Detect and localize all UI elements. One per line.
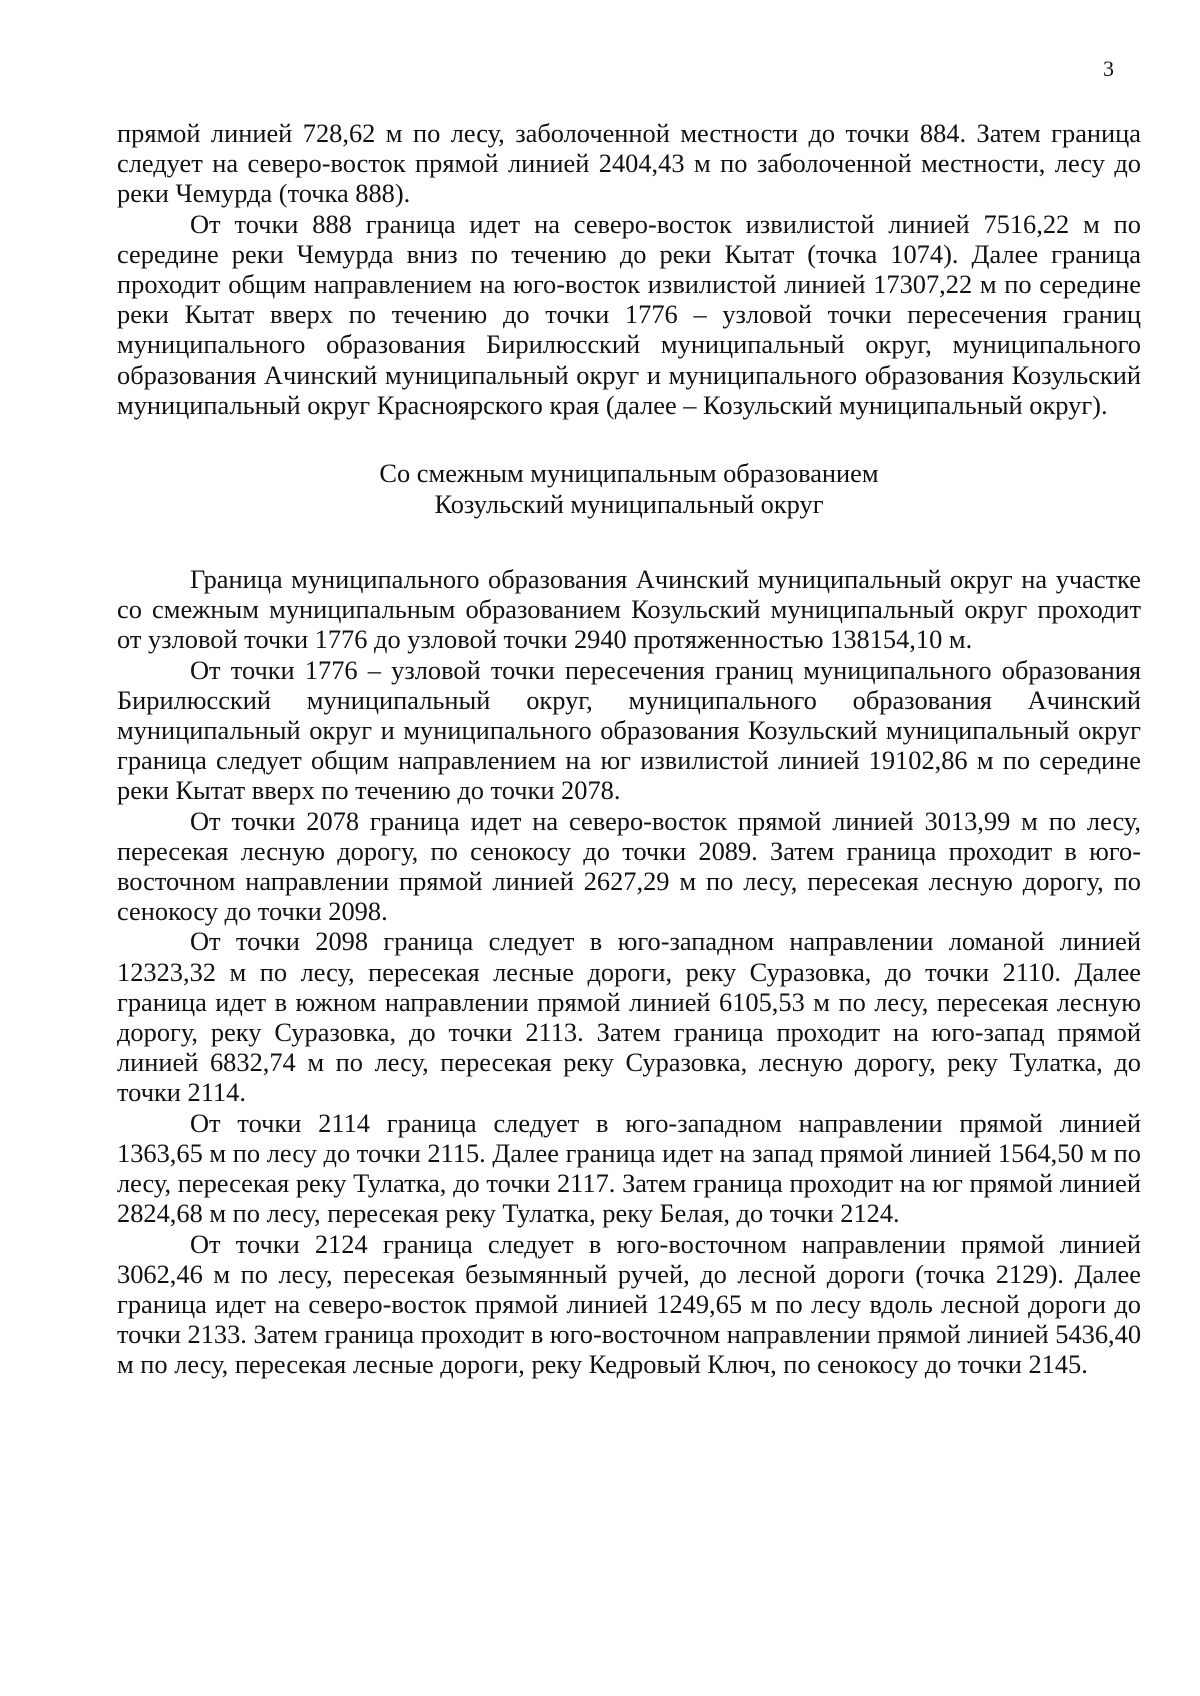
section-heading <box>117 458 1141 520</box>
section-heading-line-1: Со смежным муниципальным образованием <box>379 458 879 489</box>
paragraph: От точки 1776 – узловой точки пересечения границ муниципального образования Бирилюсский муниципальный округ, муниципального образования Ачинский муниципальный округ и муниципального образования Козульский муниципальный округ граница следует общим направлением на юг извилистой линией 19102,86 м по середине реки Кытат вверх по течению до точки 2078. <box>117 654 1141 806</box>
paragraph: От точки 2114 граница следует в юго-западном направлении прямой линией 1363,65 м по лесу до точки 2115. Далее граница идет на запад прямой линией 1564,50 м по лесу, пересекая реку Тулатка, до точки 2117. Затем граница проходит на юг прямой линией 2824,68 м по лесу, пересекая реку Тулатка, реку Белая, до точки 2124. <box>117 1107 1141 1229</box>
paragraph: От точки 2124 граница следует в юго-восточном направлении прямой линией 3062,46 м по лесу, пересекая безымянный ручей, до лесной дороги (точка 2129). Далее граница идет на северо-восток прямой линией 1249,65 м по лесу вдоль лесной дороги до точки 2133. Затем граница проходит в юго-восточном направлении прямой линией 5436,40 м по лесу, пересекая лесные дороги, реку Кедровый Ключ, по сенокосу до точки 2145. <box>117 1228 1142 1380</box>
document-body <box>117 118 1141 1380</box>
paragraph: От точки 2078 граница идет на северо-восток прямой линией 3013,99 м по лесу, пересекая лесную дорогу, по сенокосу до точки 2089. Затем граница проходит в юго-восточном направлении прямой линией 2627,29 м по лесу, пересекая лесную дорогу, по сенокосу до точки 2098. <box>117 805 1141 927</box>
page-number: 3 <box>1103 56 1114 81</box>
paragraph: Граница муниципального образования Ачинский муниципальный округ на участке со смежным муниципальным образованием Козульский муниципальный округ проходит от узловой точки 1776 до узловой точки 2940 протяженностью 138154,10 м. <box>117 564 1141 655</box>
paragraph: От точки 2098 граница следует в юго-западном направлении ломаной линией 12323,32 м по лесу, пересекая лесные дороги, реку Суразовка, до точки 2110. Далее граница идет в южном направлении прямой линией 6105,53 м по лесу, пересекая лесную дорогу, реку Суразовка, до точки 2113. Затем граница проходит на юго-запад прямой линией 6832,74 м по лесу, пересекая реку Суразовка, лесную дорогу, реку Тулатка, до точки 2114. <box>117 926 1141 1108</box>
section-heading-line-2: Козульский муниципальный округ <box>434 489 824 520</box>
paragraph: От точки 888 граница идет на северо-восток извилистой линией 7516,22 м по середине реки Чемурда вниз по течению до реки Кытат (точка 1074). Далее граница проходит общим направлением на юго-восток извилистой линией 17307,22 м по середине реки Кытат вверх по течению до точки 1776 – узловой точки пересечения границ муниципального образования Бирилюсский муниципальный округ, муниципального образования Ачинский муниципальный округ и муниципального образования Козульский муниципальный округ Красноярского края (далее – Козульский муниципальный округ). <box>117 208 1141 420</box>
paragraph-continuation: прямой линией 728,62 м по лесу, заболоченной местности до точки 884. Затем граница следует на северо-восток прямой линией 2404,43 м по заболоченной местности, лесу до реки Чемурда (точка 888). <box>117 118 1141 209</box>
